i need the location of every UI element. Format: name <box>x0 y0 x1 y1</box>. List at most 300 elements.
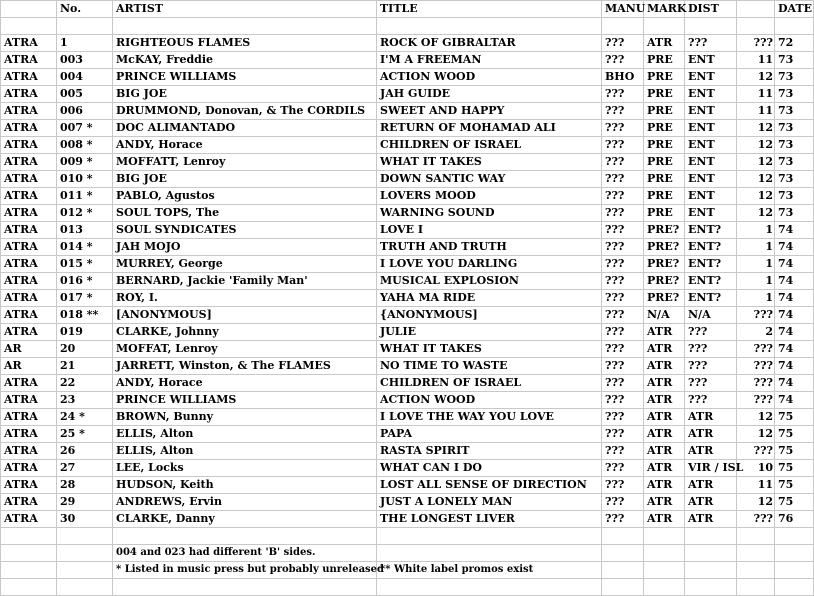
title-cell: ROCK OF GIBRALTAR <box>377 35 602 52</box>
title-cell: NO TIME TO WASTE <box>377 358 602 375</box>
catalog-no-cell: 26 <box>57 443 113 460</box>
artist-cell: LEE, Locks <box>113 460 377 477</box>
mark-cell: PRE? <box>644 239 685 256</box>
catalog-no-cell: 010 * <box>57 171 113 188</box>
dist-cell: ENT <box>685 171 737 188</box>
mark-cell: ATR <box>644 341 685 358</box>
artist-cell: BERNARD, Jackie 'Family Man' <box>113 273 377 290</box>
manu-cell: ??? <box>602 494 644 511</box>
manu-cell: ??? <box>602 443 644 460</box>
manu-cell: ??? <box>602 171 644 188</box>
month-cell: 11 <box>737 477 775 494</box>
label-cell: ATRA <box>1 426 57 443</box>
label-cell: ATRA <box>1 52 57 69</box>
mark-cell: PRE? <box>644 290 685 307</box>
manu-cell: ??? <box>602 426 644 443</box>
artist-cell: BIG JOE <box>113 171 377 188</box>
header-no: No. <box>57 1 113 18</box>
mark-cell: ATR <box>644 35 685 52</box>
catalog-no-cell: 009 * <box>57 154 113 171</box>
dist-cell: ENT <box>685 120 737 137</box>
mark-cell: ATR <box>644 392 685 409</box>
manu-cell: ??? <box>602 409 644 426</box>
manu-cell: ??? <box>602 273 644 290</box>
dist-cell: ??? <box>685 341 737 358</box>
month-cell: 1 <box>737 222 775 239</box>
dist-cell: ENT <box>685 154 737 171</box>
label-cell: ATRA <box>1 205 57 222</box>
note-row <box>1 545 814 562</box>
mark-cell: PRE <box>644 154 685 171</box>
artist-cell: ELLIS, Alton <box>113 426 377 443</box>
artist-cell: McKAY, Freddie <box>113 52 377 69</box>
year-cell: 76 <box>775 511 814 528</box>
month-cell: ??? <box>737 443 775 460</box>
label-cell: ATRA <box>1 103 57 120</box>
manu-cell: ??? <box>602 358 644 375</box>
month-cell: 12 <box>737 494 775 511</box>
title-cell: DOWN SANTIC WAY <box>377 171 602 188</box>
dist-cell: ??? <box>685 35 737 52</box>
note-promos: ** White label promos exist <box>377 562 602 579</box>
year-cell: 75 <box>775 460 814 477</box>
artist-cell: BROWN, Bunny <box>113 409 377 426</box>
mark-cell: ATR <box>644 477 685 494</box>
manu-cell: ??? <box>602 307 644 324</box>
year-cell: 75 <box>775 477 814 494</box>
month-cell: 1 <box>737 239 775 256</box>
year-cell: 75 <box>775 494 814 511</box>
catalog-no-cell: 24 * <box>57 409 113 426</box>
dist-cell: ENT <box>685 188 737 205</box>
year-cell: 74 <box>775 392 814 409</box>
mark-cell: ATR <box>644 511 685 528</box>
year-cell: 73 <box>775 120 814 137</box>
mark-cell: PRE? <box>644 222 685 239</box>
year-cell: 73 <box>775 103 814 120</box>
label-cell: ATRA <box>1 443 57 460</box>
artist-cell: SOUL SYNDICATES <box>113 222 377 239</box>
dist-cell: ATR <box>685 443 737 460</box>
catalog-no-cell: 008 * <box>57 137 113 154</box>
note-row <box>1 562 814 579</box>
catalog-no-cell: 018 ** <box>57 307 113 324</box>
month-cell: 1 <box>737 256 775 273</box>
label-cell: ATRA <box>1 222 57 239</box>
header-row <box>1 1 814 18</box>
month-cell: 12 <box>737 188 775 205</box>
dist-cell: ENT? <box>685 273 737 290</box>
title-cell: ACTION WOOD <box>377 69 602 86</box>
artist-cell: MOFFATT, Lenroy <box>113 154 377 171</box>
table-row <box>1 443 814 460</box>
table-row <box>1 103 814 120</box>
title-cell: MUSICAL EXPLOSION <box>377 273 602 290</box>
label-cell: ATRA <box>1 392 57 409</box>
table-row <box>1 290 814 307</box>
year-cell: 74 <box>775 341 814 358</box>
table-row <box>1 392 814 409</box>
catalog-no-cell: 017 * <box>57 290 113 307</box>
mark-cell: ATR <box>644 409 685 426</box>
manu-cell: ??? <box>602 52 644 69</box>
table-row <box>1 188 814 205</box>
dist-cell: VIR / ISL <box>685 460 737 477</box>
title-cell: YAHA MA RIDE <box>377 290 602 307</box>
artist-cell: PABLO, Agustos <box>113 188 377 205</box>
label-cell: ATRA <box>1 375 57 392</box>
mark-cell: ATR <box>644 426 685 443</box>
dist-cell: ATR <box>685 511 737 528</box>
catalog-no-cell: 007 * <box>57 120 113 137</box>
mark-cell: ATR <box>644 375 685 392</box>
manu-cell: ??? <box>602 188 644 205</box>
label-cell: ATRA <box>1 290 57 307</box>
label-cell: ATRA <box>1 511 57 528</box>
month-cell: 11 <box>737 103 775 120</box>
title-cell: WHAT IT TAKES <box>377 341 602 358</box>
label-cell: ATRA <box>1 120 57 137</box>
month-cell: 12 <box>737 120 775 137</box>
manu-cell: ??? <box>602 460 644 477</box>
catalog-no-cell: 27 <box>57 460 113 477</box>
year-cell: 75 <box>775 443 814 460</box>
manu-cell: ??? <box>602 477 644 494</box>
table-row <box>1 171 814 188</box>
month-cell: 12 <box>737 205 775 222</box>
month-cell: 11 <box>737 86 775 103</box>
month-cell: ??? <box>737 511 775 528</box>
dist-cell: ENT <box>685 52 737 69</box>
year-cell: 73 <box>775 86 814 103</box>
title-cell: I LOVE YOU DARLING <box>377 256 602 273</box>
artist-cell: ANDREWS, Ervin <box>113 494 377 511</box>
mark-cell: PRE <box>644 205 685 222</box>
catalog-no-cell: 28 <box>57 477 113 494</box>
header-date: DATE <box>775 1 814 18</box>
artist-cell: ANDY, Horace <box>113 137 377 154</box>
mark-cell: ATR <box>644 358 685 375</box>
title-cell: RASTA SPIRIT <box>377 443 602 460</box>
table-row <box>1 511 814 528</box>
catalog-no-cell: 20 <box>57 341 113 358</box>
label-cell: ATRA <box>1 460 57 477</box>
catalog-no-cell: 006 <box>57 103 113 120</box>
table-row <box>1 256 814 273</box>
dist-cell: ATR <box>685 494 737 511</box>
label-cell: ATRA <box>1 239 57 256</box>
month-cell: 1 <box>737 273 775 290</box>
year-cell: 73 <box>775 188 814 205</box>
label-cell: ATRA <box>1 273 57 290</box>
artist-cell: RIGHTEOUS FLAMES <box>113 35 377 52</box>
title-cell: {ANONYMOUS] <box>377 307 602 324</box>
month-cell: ??? <box>737 35 775 52</box>
mark-cell: PRE <box>644 137 685 154</box>
dist-cell: ENT <box>685 69 737 86</box>
dist-cell: ??? <box>685 324 737 341</box>
mark-cell: ATR <box>644 324 685 341</box>
label-cell: ATRA <box>1 477 57 494</box>
label-cell: AR <box>1 358 57 375</box>
spacer-row <box>1 528 814 545</box>
title-cell: PAPA <box>377 426 602 443</box>
manu-cell: ??? <box>602 375 644 392</box>
catalog-no-cell: 011 * <box>57 188 113 205</box>
table-row <box>1 477 814 494</box>
header-label <box>1 1 57 18</box>
year-cell: 74 <box>775 290 814 307</box>
artist-cell: HUDSON, Keith <box>113 477 377 494</box>
label-cell: ATRA <box>1 69 57 86</box>
title-cell: I LOVE THE WAY YOU LOVE <box>377 409 602 426</box>
month-cell: 10 <box>737 460 775 477</box>
mark-cell: PRE <box>644 52 685 69</box>
manu-cell: ??? <box>602 341 644 358</box>
note-unreleased: * Listed in music press but probably unreleased <box>113 562 377 579</box>
table-row <box>1 358 814 375</box>
year-cell: 73 <box>775 52 814 69</box>
manu-cell: ??? <box>602 290 644 307</box>
table-row <box>1 35 814 52</box>
manu-cell: ??? <box>602 103 644 120</box>
catalog-no-cell: 21 <box>57 358 113 375</box>
artist-cell: ANDY, Horace <box>113 375 377 392</box>
manu-cell: ??? <box>602 239 644 256</box>
year-cell: 74 <box>775 358 814 375</box>
month-cell: ??? <box>737 375 775 392</box>
year-cell: 74 <box>775 375 814 392</box>
dist-cell: ENT? <box>685 239 737 256</box>
year-cell: 75 <box>775 409 814 426</box>
label-cell: ATRA <box>1 171 57 188</box>
month-cell: 2 <box>737 324 775 341</box>
year-cell: 74 <box>775 273 814 290</box>
dist-cell: ENT <box>685 103 737 120</box>
dist-cell: ENT <box>685 137 737 154</box>
mark-cell: PRE? <box>644 273 685 290</box>
artist-cell: [ANONYMOUS] <box>113 307 377 324</box>
mark-cell: ATR <box>644 494 685 511</box>
table-row <box>1 52 814 69</box>
catalog-no-cell: 013 <box>57 222 113 239</box>
month-cell: ??? <box>737 392 775 409</box>
artist-cell: CLARKE, Danny <box>113 511 377 528</box>
table-row <box>1 137 814 154</box>
manu-cell: ??? <box>602 137 644 154</box>
artist-cell: MURREY, George <box>113 256 377 273</box>
table-row <box>1 426 814 443</box>
catalog-no-cell: 015 * <box>57 256 113 273</box>
artist-cell: MOFFAT, Lenroy <box>113 341 377 358</box>
label-cell: ATRA <box>1 409 57 426</box>
year-cell: 74 <box>775 222 814 239</box>
mark-cell: PRE <box>644 69 685 86</box>
header-dist: DIST <box>685 1 737 18</box>
artist-cell: PRINCE WILLIAMS <box>113 392 377 409</box>
manu-cell: ??? <box>602 35 644 52</box>
spacer-row <box>1 18 814 35</box>
artist-cell: SOUL TOPS, The <box>113 205 377 222</box>
catalog-no-cell: 29 <box>57 494 113 511</box>
month-cell: 12 <box>737 154 775 171</box>
mark-cell: N/A <box>644 307 685 324</box>
title-cell: JAH GUIDE <box>377 86 602 103</box>
manu-cell: ??? <box>602 86 644 103</box>
dist-cell: ENT? <box>685 222 737 239</box>
manu-cell: ??? <box>602 222 644 239</box>
manu-cell: ??? <box>602 324 644 341</box>
month-cell: 12 <box>737 171 775 188</box>
table-row <box>1 324 814 341</box>
table-row <box>1 307 814 324</box>
label-cell: ATRA <box>1 137 57 154</box>
header-manu: MANU <box>602 1 644 18</box>
catalog-no-cell: 019 <box>57 324 113 341</box>
artist-cell: CLARKE, Johnny <box>113 324 377 341</box>
year-cell: 74 <box>775 324 814 341</box>
manu-cell: ??? <box>602 120 644 137</box>
year-cell: 74 <box>775 239 814 256</box>
dist-cell: ATR <box>685 477 737 494</box>
header-month <box>737 1 775 18</box>
table-row <box>1 409 814 426</box>
year-cell: 75 <box>775 426 814 443</box>
title-cell: JULIE <box>377 324 602 341</box>
title-cell: TRUTH AND TRUTH <box>377 239 602 256</box>
year-cell: 74 <box>775 256 814 273</box>
mark-cell: ATR <box>644 443 685 460</box>
title-cell: THE LONGEST LIVER <box>377 511 602 528</box>
dist-cell: ENT? <box>685 256 737 273</box>
table-row <box>1 239 814 256</box>
table-row <box>1 86 814 103</box>
artist-cell: DOC ALIMANTADO <box>113 120 377 137</box>
catalog-no-cell: 30 <box>57 511 113 528</box>
dist-cell: ENT <box>685 205 737 222</box>
mark-cell: ATR <box>644 460 685 477</box>
label-cell: AR <box>1 341 57 358</box>
dist-cell: ??? <box>685 375 737 392</box>
month-cell: 12 <box>737 409 775 426</box>
manu-cell: BHO <box>602 69 644 86</box>
month-cell: ??? <box>737 307 775 324</box>
manu-cell: ??? <box>602 511 644 528</box>
table-row <box>1 120 814 137</box>
title-cell: LOVERS MOOD <box>377 188 602 205</box>
table-row <box>1 205 814 222</box>
header-mark: MARK <box>644 1 685 18</box>
catalog-no-cell: 003 <box>57 52 113 69</box>
label-cell: ATRA <box>1 35 57 52</box>
year-cell: 74 <box>775 307 814 324</box>
artist-cell: JAH MOJO <box>113 239 377 256</box>
header-title: TITLE <box>377 1 602 18</box>
label-cell: ATRA <box>1 494 57 511</box>
month-cell: 12 <box>737 137 775 154</box>
table-row <box>1 460 814 477</box>
catalog-no-cell: 014 * <box>57 239 113 256</box>
title-cell: JUST A LONELY MAN <box>377 494 602 511</box>
title-cell: WARNING SOUND <box>377 205 602 222</box>
label-cell: ATRA <box>1 188 57 205</box>
manu-cell: ??? <box>602 205 644 222</box>
mark-cell: PRE <box>644 86 685 103</box>
year-cell: 73 <box>775 69 814 86</box>
catalog-no-cell: 016 * <box>57 273 113 290</box>
month-cell: ??? <box>737 341 775 358</box>
title-cell: LOST ALL SENSE OF DIRECTION <box>377 477 602 494</box>
dist-cell: ENT? <box>685 290 737 307</box>
artist-cell: ROY, I. <box>113 290 377 307</box>
year-cell: 73 <box>775 171 814 188</box>
year-cell: 73 <box>775 137 814 154</box>
artist-cell: DRUMMOND, Donovan, & The CORDILS <box>113 103 377 120</box>
title-cell: I'M A FREEMAN <box>377 52 602 69</box>
label-cell: ATRA <box>1 256 57 273</box>
table-row <box>1 69 814 86</box>
label-cell: ATRA <box>1 324 57 341</box>
title-cell: ACTION WOOD <box>377 392 602 409</box>
mark-cell: PRE <box>644 103 685 120</box>
mark-cell: PRE <box>644 171 685 188</box>
title-cell: CHILDREN OF ISRAEL <box>377 137 602 154</box>
title-cell: WHAT CAN I DO <box>377 460 602 477</box>
month-cell: 12 <box>737 426 775 443</box>
note-b-sides: 004 and 023 had different 'B' sides. <box>113 545 377 562</box>
mark-cell: PRE? <box>644 256 685 273</box>
dist-cell: ??? <box>685 358 737 375</box>
table-row <box>1 341 814 358</box>
table-row <box>1 375 814 392</box>
table-row <box>1 222 814 239</box>
artist-cell: JARRETT, Winston, & The FLAMES <box>113 358 377 375</box>
catalog-no-cell: 25 * <box>57 426 113 443</box>
manu-cell: ??? <box>602 154 644 171</box>
title-cell: WHAT IT TAKES <box>377 154 602 171</box>
month-cell: ??? <box>737 358 775 375</box>
year-cell: 73 <box>775 205 814 222</box>
table-row <box>1 273 814 290</box>
catalog-no-cell: 23 <box>57 392 113 409</box>
month-cell: 12 <box>737 69 775 86</box>
month-cell: 11 <box>737 52 775 69</box>
catalog-no-cell: 1 <box>57 35 113 52</box>
mark-cell: PRE <box>644 120 685 137</box>
dist-cell: ATR <box>685 426 737 443</box>
manu-cell: ??? <box>602 392 644 409</box>
artist-cell: BIG JOE <box>113 86 377 103</box>
artist-cell: ELLIS, Alton <box>113 443 377 460</box>
catalog-no-cell: 004 <box>57 69 113 86</box>
month-cell: 1 <box>737 290 775 307</box>
title-cell: LOVE I <box>377 222 602 239</box>
spacer-row <box>1 579 814 596</box>
catalog-no-cell: 012 * <box>57 205 113 222</box>
title-cell: RETURN OF MOHAMAD ALI <box>377 120 602 137</box>
label-cell: ATRA <box>1 86 57 103</box>
dist-cell: N/A <box>685 307 737 324</box>
manu-cell: ??? <box>602 256 644 273</box>
header-artist: ARTIST <box>113 1 377 18</box>
label-cell: ATRA <box>1 154 57 171</box>
mark-cell: PRE <box>644 188 685 205</box>
dist-cell: ENT <box>685 86 737 103</box>
table-row <box>1 154 814 171</box>
year-cell: 72 <box>775 35 814 52</box>
dist-cell: ??? <box>685 392 737 409</box>
table-row <box>1 494 814 511</box>
